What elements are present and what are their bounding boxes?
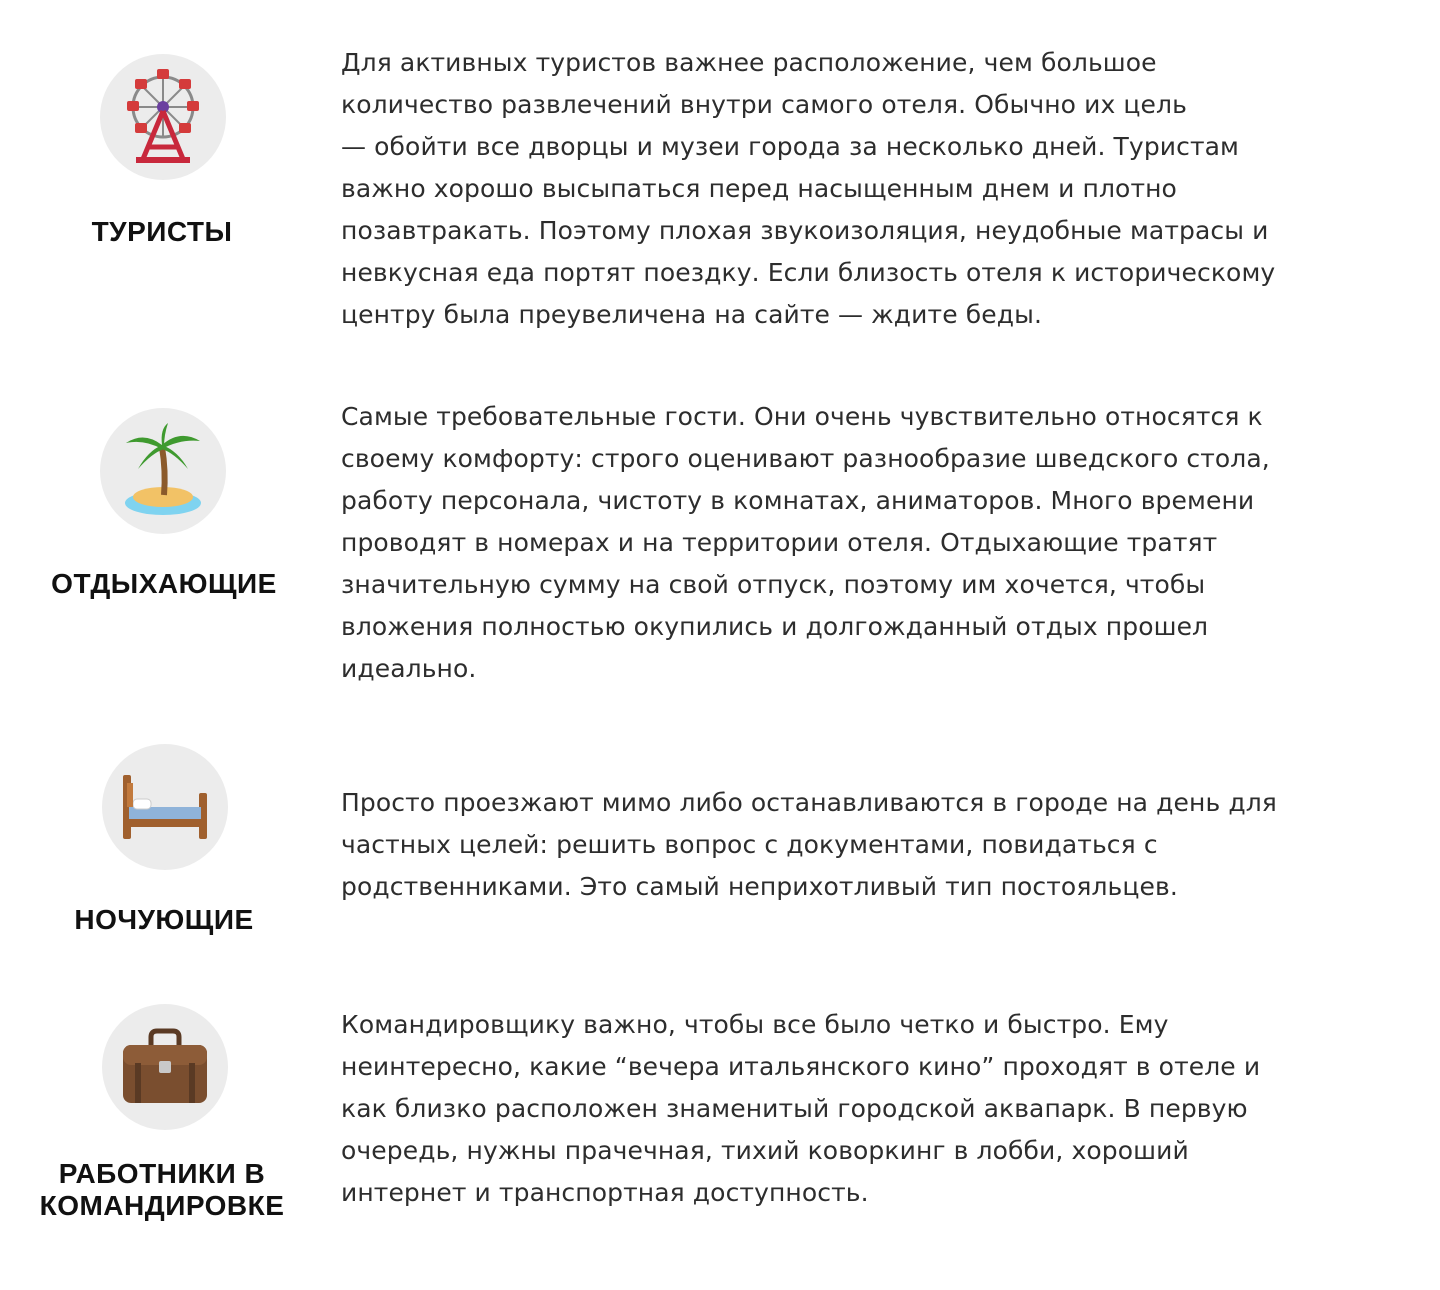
section-description <box>341 782 1371 908</box>
section-title: ОТДЫХАЮЩИЕ <box>51 568 277 599</box>
palm-island-icon <box>100 408 226 534</box>
section-title <box>12 1158 312 1222</box>
section-title-line: КОМАНДИРОВКЕ <box>39 1190 285 1221</box>
text-line: частных целей: решить вопрос с документами, повидаться с <box>341 830 1158 859</box>
section-title-line: РАБОТНИКИ В <box>58 1158 266 1189</box>
text-line: очередь, нужны прачечная, тихий коворкинг в лобби, хороший <box>341 1136 1189 1165</box>
text-line: позавтракать. Поэтому плохая звукоизоляция, неудобные матрасы и <box>341 216 1269 245</box>
text-line: центру была преувеличена на сайте — ждите беды. <box>341 300 1042 329</box>
text-line: — обойти все дворцы и музеи города за несколько дней. Туристам <box>341 132 1240 161</box>
section-description <box>341 42 1371 336</box>
text-line: интернет и транспортная доступность. <box>341 1178 869 1207</box>
ferris-wheel-icon <box>100 54 226 180</box>
text-line: Для активных туристов важнее расположение, чем большое <box>341 48 1157 77</box>
section-description <box>341 1004 1371 1214</box>
text-line: важно хорошо высыпаться перед насыщенным днем и плотно <box>341 174 1177 203</box>
text-line: вложения полностью окупились и долгожданный отдых прошел <box>341 612 1209 641</box>
briefcase-icon <box>102 1004 228 1130</box>
text-line: идеально. <box>341 654 477 683</box>
text-line: невкусная еда портят поездку. Если близость отеля к историческому <box>341 258 1276 287</box>
text-line: работу персонала, чистоту в комнатах, аниматоров. Много времени <box>341 486 1255 515</box>
section-title: ТУРИСТЫ <box>91 216 233 247</box>
text-line: Самые требовательные гости. Они очень чувствительно относятся к <box>341 402 1263 431</box>
text-line: своему комфорту: строго оценивают разнообразие шведского стола, <box>341 444 1270 473</box>
section-description <box>341 396 1371 690</box>
text-line: родственниками. Это самый неприхотливый тип постояльцев. <box>341 872 1178 901</box>
text-line: значительную сумму на свой отпуск, поэтому им хочется, чтобы <box>341 570 1206 599</box>
text-line: количество развлечений внутри самого отеля. Обычно их цель <box>341 90 1187 119</box>
bed-icon <box>102 744 228 870</box>
text-line: неинтересно, какие “вечера итальянского кино” проходят в отеле и <box>341 1052 1261 1081</box>
text-line: как близко расположен знаменитый городской аквапарк. В первую <box>341 1094 1248 1123</box>
text-line: Просто проезжают мимо либо останавливаются в городе на день для <box>341 788 1277 817</box>
section-title: НОЧУЮЩИЕ <box>74 904 254 935</box>
text-line: Командировщику важно, чтобы все было четко и быстро. Ему <box>341 1010 1169 1039</box>
text-line: проводят в номерах и на территории отеля. Отдыхающие тратят <box>341 528 1218 557</box>
